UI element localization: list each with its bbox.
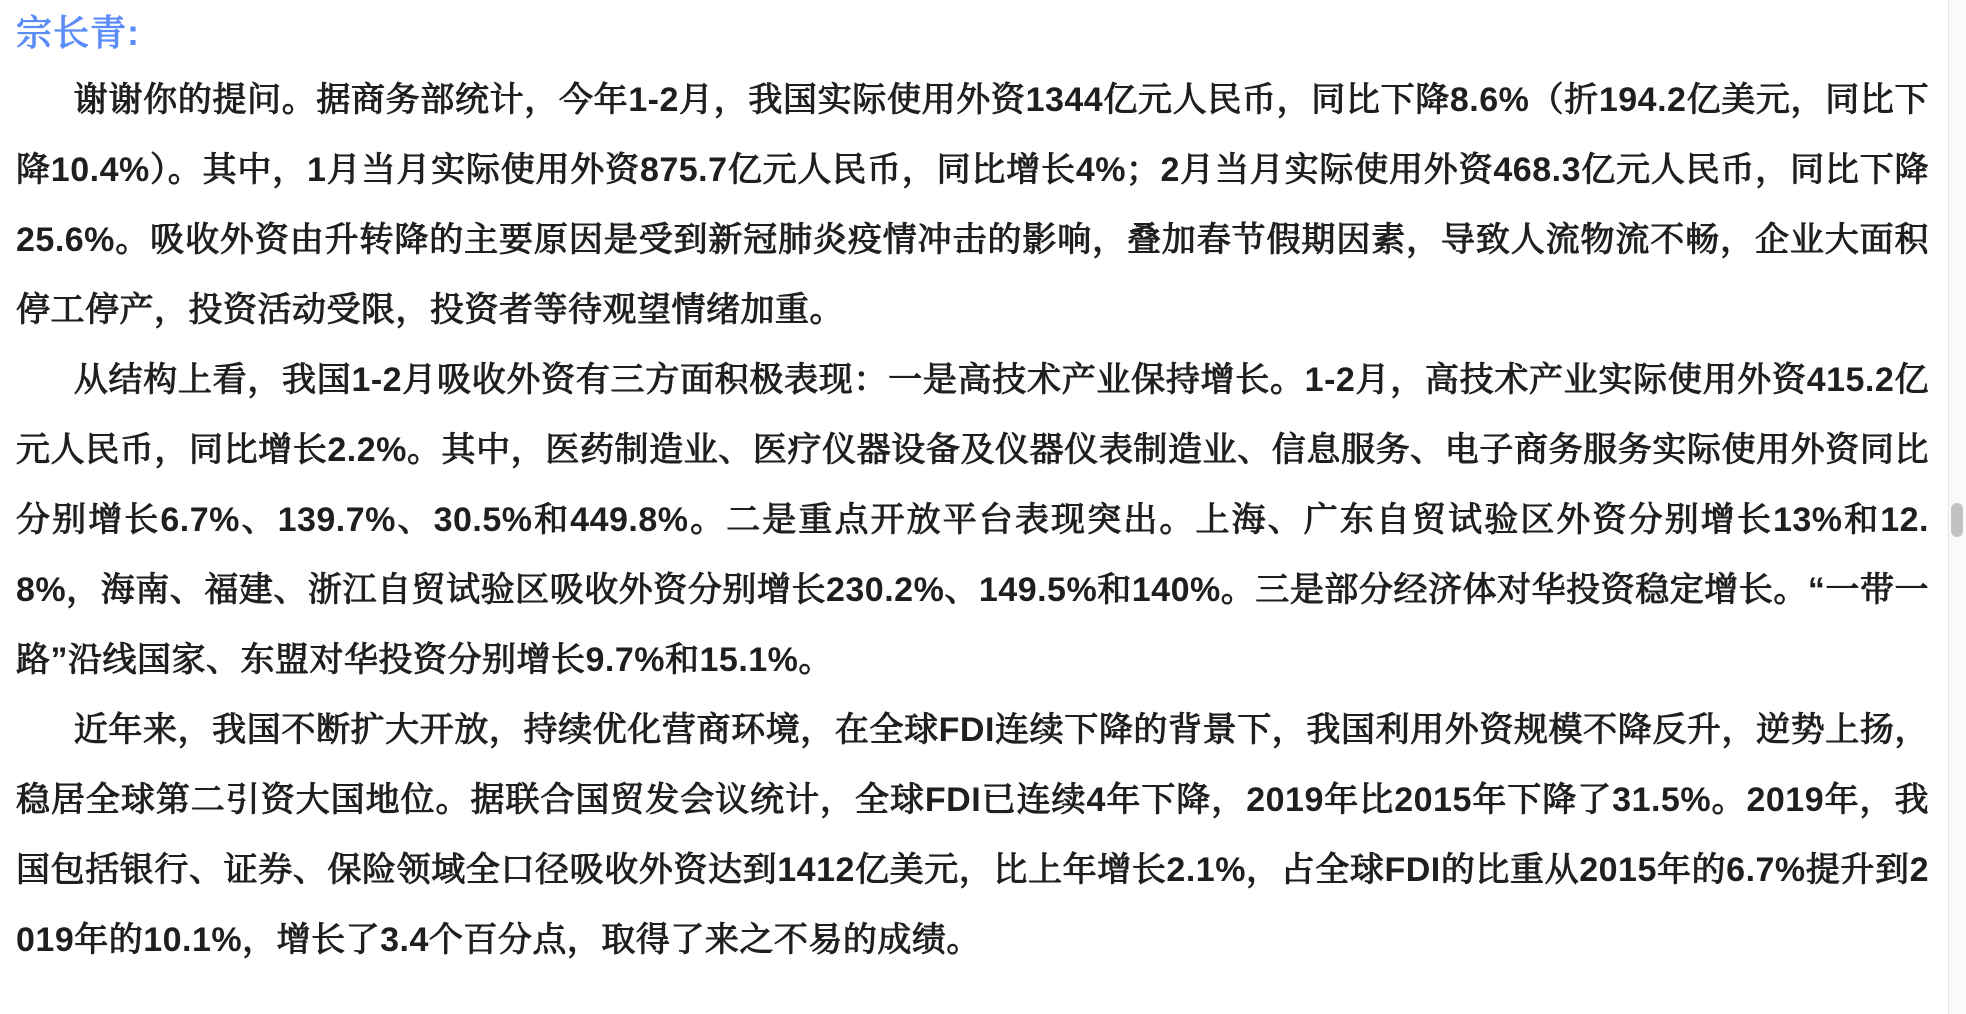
scrollbar-thumb[interactable] — [1951, 503, 1963, 537]
transcript-paragraph-1: 谢谢你的提问。据商务部统计，今年1-2月，我国实际使用外资1344亿元人民币，同比下降8.6%（折194.2亿美元，同比下降10.4%）。其中，1月当月实际使用外资875.7亿元人民币，同比增长4%；2月当月实际使用外资468.3亿元人民币，同比下降25.6%。吸收外资由升转降的主要原因是受到新冠肺炎疫情冲击的影响，叠加春节假期因素，导致人流物流不畅，企业大面积停工停产，投资活动受限，投资者等待观望情绪加重。 — [16, 80, 1929, 329]
vertical-scrollbar[interactable] — [1948, 0, 1966, 1014]
transcript-paragraph-3: 近年来，我国不断扩大开放，持续优化营商环境，在全球FDI连续下降的背景下，我国利用外资规模不降反升，逆势上扬，稳居全球第二引资大国地位。据联合国贸发会议统计，全球FDI已连续4年下降，2019年比2015年下降了31.5%。2019年，我国包括银行、证券、保险领域全口径吸收外资达到1412亿美元，比上年增长2.1%，占全球FDI的比重从2015年的6.7%提升到2019年的10.1%，增长了3.4个百分点，取得了来之不易的成绩。 — [16, 710, 1929, 959]
transcript-body — [16, 65, 1929, 975]
transcript-paragraph-2: 从结构上看，我国1-2月吸收外资有三方面积极表现：一是高技术产业保持增长。1-2月，高技术产业实际使用外资415.2亿元人民币，同比增长2.2%。其中，医药制造业、医疗仪器设备及仪器仪表制造业、信息服务、电子商务服务实际使用外资同比分别增长6.7%、139.7%、30.5%和449.8%。二是重点开放平台表现突出。上海、广东自贸试验区外资分别增长13%和12.8%，海南、福建、浙江自贸试验区吸收外资分别增长230.2%、149.5%和140%。三是部分经济体对华投资稳定增长。“一带一路”沿线国家、东盟对华投资分别增长9.7%和15.1%。 — [16, 360, 1929, 679]
speaker-name: 宗长青: — [16, 12, 140, 53]
